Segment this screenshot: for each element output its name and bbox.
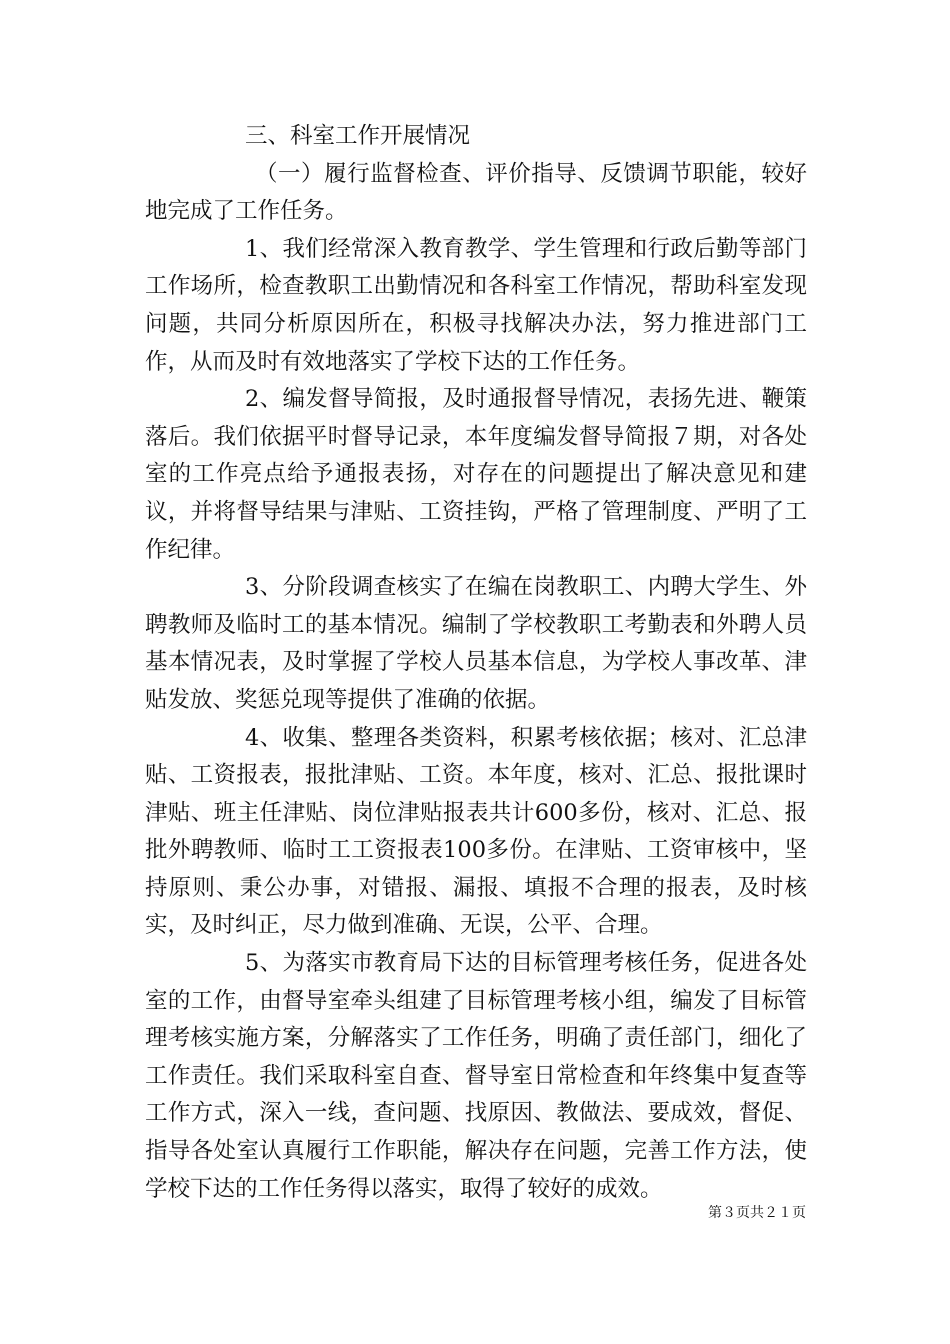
document-body — [145, 118, 807, 1208]
page-number-footer: 第３页共２１页 — [708, 1205, 806, 1221]
paragraph-3: 3、分阶段调查核实了在编在岗教职工、内聘大学生、外聘教师及临时工的基本情况。编制了学校教职工考勤表和外聘人员基本情况表，及时掌握了学校人员基本信息，为学校人事改革、津贴发放、奖惩兑现等提供了准确的依据。 — [145, 574, 807, 713]
paragraph-1: 1、我们经常深入教育教学、学生管理和行政后勤等部门工作场所，检查教职工出勤情况和各科室工作情况，帮助科室发现问题，共同分析原因所在，积极寻找解决办法，努力推进部门工作，从而及时有效地落实了学校下达的工作任务。 — [145, 235, 807, 375]
paragraph-4: 4、收集、整理各类资料，积累考核依据；核对、汇总津贴、工资报表，报批津贴、工资。本年度，核对、汇总、报批课时津贴、班主任津贴、岗位津贴报表共计600多份，核对、汇总、报批外聘教师、临时工工资报表100多份。在津贴、工资审核中，坚持原则、秉公办事，对错报、漏报、填报不合理的报表，及时核实，及时纠正，尽力做到准确、无误，公平、合理。 — [145, 724, 807, 939]
paragraph-2: 2、编发督导简报，及时通报督导情况，表扬先进、鞭策落后。我们依据平时督导记录，本年度编发督导简报７期，对各处室的工作亮点给予通报表扬，对存在的问题提出了解决意见和建议，并将督导结果与津贴、工资挂钩，严格了管理制度、严明了工作纪律。 — [145, 386, 807, 563]
paragraph-5: 5、为落实市教育局下达的目标管理考核任务，促进各处室的工作，由督导室牵头组建了目标管理考核小组，编发了目标管理考核实施方案，分解落实了工作任务，明确了责任部门，细化了工作责任。我们采取科室自查、督导室日常检查和年终集中复查等工作方式，深入一线，查问题、找原因、教做法、要成效，督促、指导各处室认真履行工作职能，解决存在问题，完善工作方法，使学校下达的工作任务得以落实，取得了较好的成效。 — [145, 950, 807, 1202]
section-heading: 三、科室工作开展情况 — [245, 123, 471, 149]
subsection-heading: （一）履行监督检查、评价指导、反馈调节职能，较好地完成了工作任务。 — [145, 160, 807, 225]
